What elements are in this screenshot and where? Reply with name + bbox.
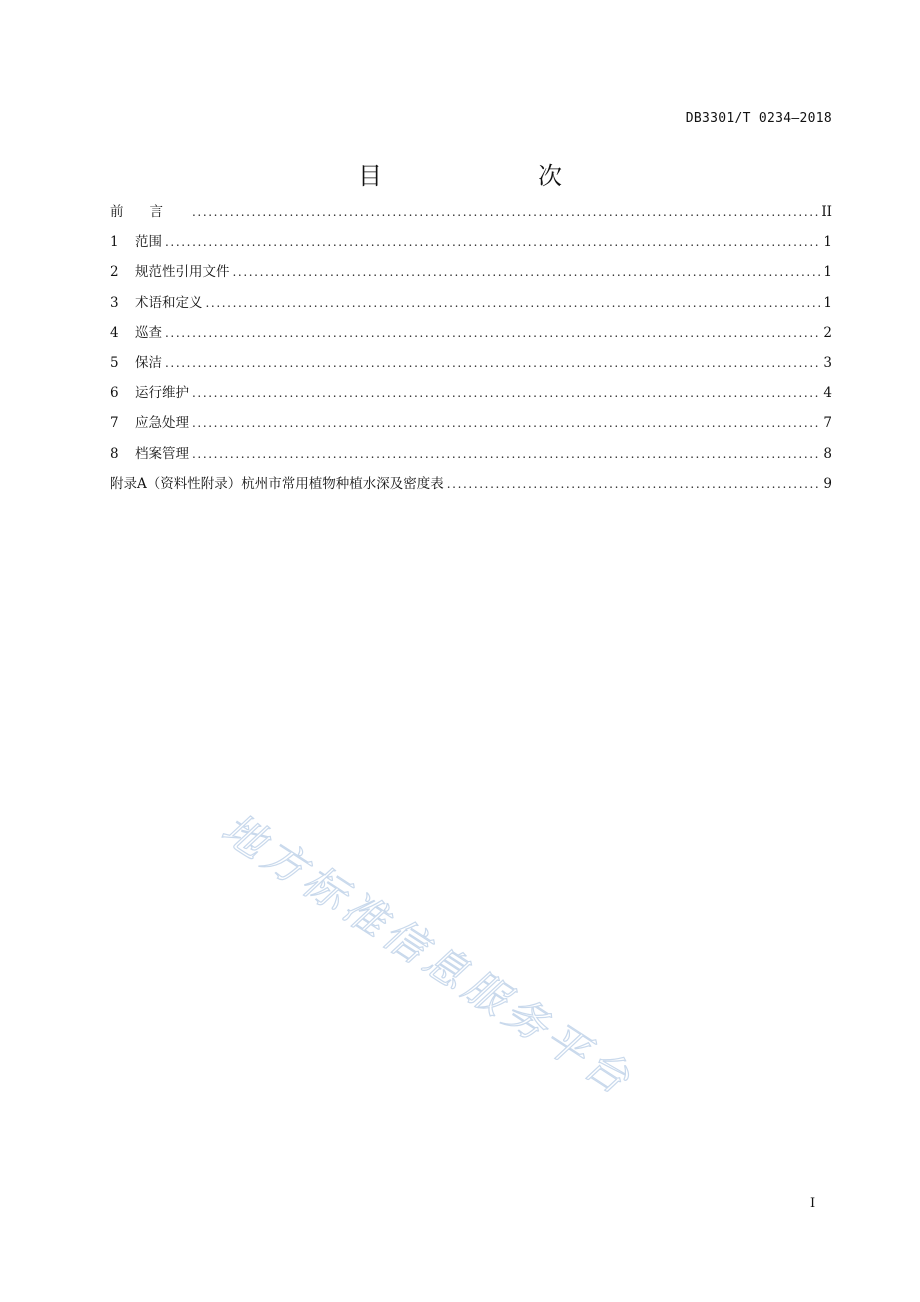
toc-entry-label: 巡查	[135, 324, 162, 341]
toc-entry-label: 规范性引用文件	[135, 264, 230, 281]
toc-entry-number: 4	[110, 324, 119, 341]
toc-entry-page: 1	[823, 234, 832, 251]
toc-entry-page: 2	[823, 324, 832, 341]
dot-leader	[165, 235, 820, 249]
toc-entry-terms-definitions[interactable]	[110, 291, 832, 321]
table-of-contents	[110, 200, 832, 502]
toc-entry-emergency-handling[interactable]	[110, 411, 832, 441]
toc-entry-label: 运行维护	[135, 385, 189, 402]
dot-leader	[447, 477, 821, 491]
toc-entry-page: 1	[823, 264, 832, 281]
toc-entry-number: 1	[110, 234, 119, 251]
toc-entry-inspection[interactable]	[110, 321, 832, 351]
toc-entry-page: II	[821, 204, 832, 220]
toc-entry-page: 8	[823, 445, 832, 462]
toc-entry-number: 7	[110, 415, 119, 432]
dot-leader	[165, 326, 820, 340]
toc-entry-cleaning[interactable]	[110, 351, 832, 381]
dot-leader	[165, 356, 820, 370]
toc-entry-page: 7	[823, 415, 832, 432]
toc-entry-label: 档案管理	[135, 445, 189, 462]
dot-leader	[206, 296, 821, 310]
toc-entry-label: 术语和定义	[135, 294, 203, 311]
toc-entry-number: 3	[110, 294, 119, 311]
dot-leader	[233, 265, 821, 279]
toc-entry-number: 8	[110, 445, 119, 462]
toc-entry-page: 1	[823, 294, 832, 311]
toc-entry-number: 2	[110, 264, 119, 281]
dot-leader	[192, 386, 820, 400]
dot-leader	[192, 416, 820, 430]
page-title: 目 次	[358, 162, 598, 190]
toc-entry-label: 保洁	[135, 354, 162, 371]
toc-entry-operation-maintenance[interactable]	[110, 381, 832, 411]
page-number: I	[810, 1196, 816, 1211]
standard-code: DB3301/T 0234—2018	[685, 111, 832, 126]
toc-entry-page: 3	[823, 354, 832, 371]
toc-entry-number: 6	[110, 385, 119, 402]
toc-entry-number: 5	[110, 354, 119, 371]
toc-entry-label: 前言	[110, 204, 189, 220]
toc-entry-foreword[interactable]	[110, 200, 832, 230]
toc-entry-appendix-a[interactable]	[110, 472, 832, 502]
dot-leader	[192, 205, 818, 219]
toc-entry-label: 范围	[135, 234, 162, 251]
dot-leader	[192, 447, 820, 461]
toc-entry-scope[interactable]	[110, 230, 832, 260]
toc-entry-label: 附录A（资料性附录）杭州市常用植物种植水深及密度表	[110, 475, 444, 492]
toc-entry-page: 4	[823, 385, 832, 402]
toc-entry-label: 应急处理	[135, 415, 189, 432]
toc-entry-archive-management[interactable]	[110, 442, 832, 472]
toc-entry-normative-references[interactable]	[110, 260, 832, 290]
watermark: 地方标准信息服务平台	[213, 803, 643, 1107]
toc-entry-page: 9	[823, 475, 832, 492]
